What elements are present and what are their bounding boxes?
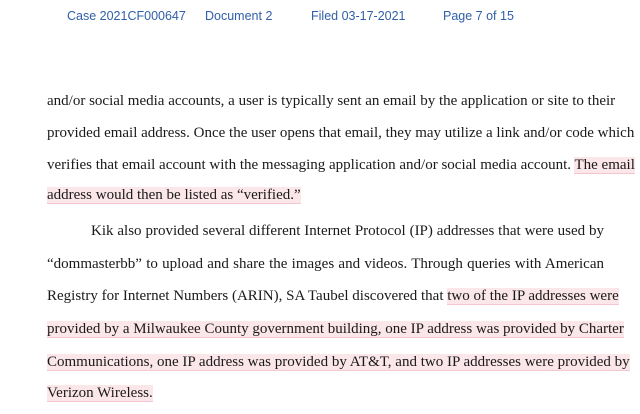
body-line: [47, 351, 630, 373]
plain-text: Registry for Internet Numbers (ARIN), SA Taubel discovered that: [47, 288, 448, 304]
body-line: [47, 382, 153, 404]
highlighted-text: two of the IP addresses were: [447, 288, 619, 304]
document-number: Document 2: [205, 9, 273, 23]
body-line: [47, 318, 624, 340]
body-line: Kik also provided several different Internet Protocol (IP) addresses that were used by: [91, 223, 604, 239]
document-header: [0, 9, 640, 27]
body-line: [47, 154, 635, 176]
body-line: provided email address. Once the user opens that email, they may utilize a link and/or code which: [47, 125, 635, 141]
body-line: [47, 184, 301, 206]
filed-date: Filed 03-17-2021: [311, 9, 406, 23]
case-number: Case 2021CF000647: [67, 9, 186, 23]
page-number: Page 7 of 15: [443, 9, 514, 23]
highlighted-text: Verizon Wireless.: [47, 385, 153, 401]
plain-text: verifies that email account with the messaging application and/or social media account.: [47, 157, 575, 173]
highlighted-text: address would then be listed as “verified.”: [47, 187, 301, 203]
highlighted-text: The email: [574, 157, 635, 173]
highlighted-text: Communications, one IP address was provided by AT&T, and two IP addresses were provided by: [47, 354, 630, 370]
body-line: [47, 285, 619, 307]
body-line: “dommasterbb” to upload and share the images and videos. Through queries with American: [47, 256, 604, 272]
highlighted-text: provided by a Milwaukee County government building, one IP address was provided by Charter: [47, 321, 624, 337]
body-line: and/or social media accounts, a user is typically sent an email by the application or site to their: [47, 93, 616, 109]
